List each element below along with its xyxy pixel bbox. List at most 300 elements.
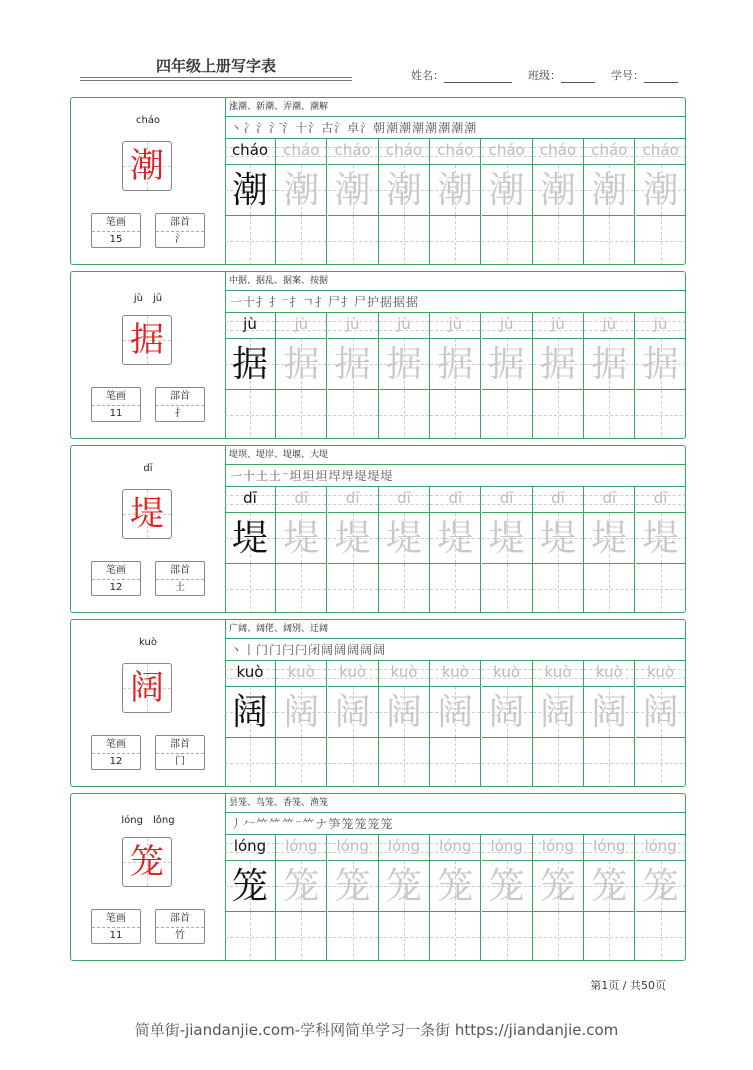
practice-pinyin: kuò	[339, 663, 367, 681]
writing-cell[interactable]	[636, 687, 686, 738]
trace-char: 笼	[334, 866, 371, 907]
practice-grid	[225, 98, 686, 264]
stroke-count-value: 12	[109, 756, 123, 767]
practice-pinyin: cháo	[231, 141, 269, 159]
pinyin-cell[interactable]	[636, 661, 686, 687]
practice-pinyin: dī	[294, 489, 309, 507]
radical-box	[155, 213, 205, 248]
pinyin-cell[interactable]	[328, 835, 379, 861]
writing-cell[interactable]	[379, 165, 430, 216]
stroke-count-label: 笔画	[92, 910, 140, 928]
blank-writing-cell[interactable]	[430, 738, 481, 787]
practice-grid	[225, 620, 686, 786]
model-char: 据	[130, 320, 164, 360]
pinyin-cell[interactable]	[533, 835, 584, 861]
blank-writing-cell[interactable]	[276, 216, 327, 265]
writing-cell[interactable]	[533, 513, 584, 564]
practice-pinyin: lóng	[336, 837, 369, 855]
blank-writing-cell[interactable]	[636, 390, 686, 439]
practice-pinyin: cháo	[591, 141, 628, 159]
blank-writing-cell[interactable]	[533, 912, 584, 961]
writing-cell[interactable]	[328, 687, 379, 738]
pinyin-cell[interactable]	[225, 487, 276, 513]
trace-char: 潮	[437, 170, 474, 211]
blank-writing-cell[interactable]	[328, 912, 379, 961]
stroke-step: 笼	[367, 817, 381, 831]
practice-pinyin: cháo	[437, 141, 474, 159]
trace-char: 笼	[437, 866, 474, 907]
trace-char: 据	[231, 344, 268, 385]
blank-writing-cell[interactable]	[482, 564, 533, 613]
trace-char: 阔	[642, 692, 679, 733]
practice-pinyin: lóng	[387, 837, 421, 855]
practice-pinyin: dī	[653, 489, 668, 507]
stroke-step: 潮	[451, 121, 465, 135]
writing-cell[interactable]	[430, 513, 481, 564]
model-char: 潮	[130, 146, 164, 186]
name-label: 姓名：	[411, 69, 444, 82]
pinyin-cell[interactable]	[584, 487, 635, 513]
pinyin-cell[interactable]	[533, 487, 584, 513]
practice-grid	[225, 446, 686, 612]
pinyin-cell[interactable]	[482, 661, 533, 687]
practice-pinyin: dī	[243, 489, 257, 507]
stroke-step: 堤	[354, 469, 368, 483]
trace-char: 潮	[488, 170, 525, 211]
practice-pinyin: kuò	[595, 663, 623, 681]
writing-cell[interactable]	[584, 165, 635, 216]
stroke-step: 阔	[334, 643, 348, 657]
trace-char: 潮	[642, 170, 679, 211]
blank-writing-cell[interactable]	[584, 390, 635, 439]
practice-pinyin: dī	[499, 489, 514, 507]
example-words: 堤坝、堤岸、堤堰、大堤	[225, 446, 686, 465]
trace-char: 堤	[488, 518, 525, 559]
writing-cell[interactable]	[482, 513, 533, 564]
pinyin-cell[interactable]	[225, 835, 276, 861]
pinyin-cell[interactable]	[276, 661, 327, 687]
name-field[interactable]	[411, 67, 512, 83]
pinyin-cell[interactable]	[584, 661, 635, 687]
pinyin-cell[interactable]	[636, 313, 686, 339]
stroke-step: 门	[256, 643, 270, 657]
stroke-step: 丿	[230, 817, 244, 831]
stroke-step: 潮	[399, 121, 413, 135]
blank-writing-cell[interactable]	[584, 738, 635, 787]
blank-writing-cell[interactable]	[482, 738, 533, 787]
trace-char: 堤	[231, 518, 268, 559]
pinyin-cell[interactable]	[482, 313, 533, 339]
practice-pinyin: kuò	[287, 663, 315, 681]
model-char-box	[122, 663, 172, 713]
blank-writing-cell[interactable]	[328, 738, 379, 787]
pinyin-cell[interactable]	[379, 835, 430, 861]
student-id-label: 学号：	[611, 69, 644, 82]
trace-char: 堤	[642, 518, 679, 559]
stroke-count-box	[91, 909, 141, 944]
stroke-step: 笼	[341, 817, 355, 831]
pinyin-cell[interactable]	[328, 487, 379, 513]
stroke-step: 坦	[289, 469, 303, 483]
writing-cell[interactable]	[636, 513, 686, 564]
blank-writing-cell[interactable]	[430, 564, 481, 613]
writing-cell[interactable]	[276, 513, 327, 564]
practice-pinyin: cháo	[334, 141, 371, 159]
trace-char: 堤	[591, 518, 628, 559]
stroke-count-value: 12	[109, 582, 123, 593]
pinyin-cell[interactable]	[636, 139, 686, 165]
writing-cell[interactable]	[379, 861, 430, 912]
stroke-step: 一	[230, 469, 244, 483]
trace-char: 据	[437, 344, 474, 385]
practice-pinyin: dī	[397, 489, 411, 507]
stroke-step: 据	[393, 295, 407, 309]
pinyin-cell[interactable]	[379, 139, 430, 165]
class-field[interactable]	[528, 67, 595, 83]
stroke-step: 阔	[373, 643, 387, 657]
writing-cell[interactable]	[430, 165, 481, 216]
practice-pinyin: jù	[397, 315, 411, 333]
stroke-step: 土⁻	[269, 469, 290, 483]
writing-cell[interactable]	[276, 165, 327, 216]
writing-cell[interactable]	[533, 861, 584, 912]
writing-cell[interactable]	[430, 861, 481, 912]
trace-char: 据	[385, 344, 422, 385]
radical-value: 竹	[175, 930, 185, 941]
blank-writing-cell[interactable]	[482, 216, 533, 265]
blank-writing-cell[interactable]	[482, 912, 533, 961]
blank-writing-cell[interactable]	[379, 738, 430, 787]
practice-pinyin: jù	[602, 315, 617, 333]
trace-char: 据	[642, 344, 679, 385]
radical-label: 部首	[156, 388, 204, 406]
writing-cell[interactable]	[328, 165, 379, 216]
pinyin-cell[interactable]	[482, 835, 533, 861]
writing-cell[interactable]	[482, 687, 533, 738]
practice-pinyin: kuò	[544, 663, 572, 681]
blank-writing-cell[interactable]	[636, 738, 686, 787]
blank-writing-cell[interactable]	[636, 912, 686, 961]
trace-char: 堤	[385, 518, 422, 559]
pinyin-cell[interactable]	[533, 661, 584, 687]
trace-char: 笼	[283, 866, 320, 907]
stroke-step: 潮	[425, 121, 439, 135]
title-underline-1	[80, 77, 352, 78]
writing-cell[interactable]	[328, 513, 379, 564]
char-pinyin: dī	[143, 463, 153, 474]
stroke-step: ⺮⁻	[282, 817, 303, 831]
blank-writing-cell[interactable]	[584, 912, 635, 961]
model-char-box	[122, 489, 172, 539]
pinyin-cell[interactable]	[328, 139, 379, 165]
blank-writing-cell[interactable]	[379, 564, 430, 613]
stroke-count-box	[91, 735, 141, 770]
writing-cell[interactable]	[533, 339, 584, 390]
stroke-step: 𠂉	[243, 817, 257, 831]
writing-cell[interactable]	[584, 339, 635, 390]
char-card	[70, 445, 686, 613]
writing-cell[interactable]	[276, 687, 327, 738]
stroke-order	[225, 639, 686, 661]
practice-pinyin: lóng	[541, 837, 575, 855]
blank-writing-cell[interactable]	[636, 216, 686, 265]
writing-cell[interactable]	[636, 165, 686, 216]
trace-char: 笼	[591, 866, 628, 907]
pinyin-cell[interactable]	[636, 487, 686, 513]
writing-cell[interactable]	[276, 861, 327, 912]
pinyin-cell[interactable]	[328, 313, 379, 339]
stroke-step: 门	[269, 643, 283, 657]
writing-cell[interactable]	[225, 687, 276, 738]
blank-writing-cell[interactable]	[379, 390, 430, 439]
writing-cell[interactable]	[328, 861, 379, 912]
stroke-step: 阔	[347, 643, 361, 657]
stroke-step: 闩	[282, 643, 296, 657]
blank-writing-cell[interactable]	[584, 216, 635, 265]
practice-pinyin: lóng	[490, 837, 523, 855]
blank-writing-cell[interactable]	[533, 390, 584, 439]
trace-char: 笼	[385, 866, 422, 907]
blank-writing-cell[interactable]	[276, 738, 327, 787]
pinyin-cell[interactable]	[584, 139, 635, 165]
stroke-count-value: 15	[109, 234, 123, 245]
pinyin-cell[interactable]	[533, 139, 584, 165]
trace-char: 阔	[385, 692, 422, 733]
writing-cell[interactable]	[276, 339, 327, 390]
trace-char: 阔	[231, 692, 268, 733]
stroke-step: ⺮ナ	[302, 817, 329, 831]
stroke-step: 土	[256, 469, 270, 483]
stroke-count-box	[91, 213, 141, 248]
pinyin-cell[interactable]	[430, 139, 481, 165]
stroke-count-box	[91, 561, 141, 596]
title-underline-2	[80, 80, 352, 81]
writing-cell[interactable]	[225, 861, 276, 912]
pinyin-cell[interactable]	[225, 313, 276, 339]
stroke-count-label: 笔画	[92, 562, 140, 580]
radical-box	[155, 735, 205, 770]
char-card	[70, 619, 686, 787]
stroke-step: 垾	[328, 469, 342, 483]
trace-char: 堤	[539, 518, 576, 559]
blank-writing-cell[interactable]	[584, 564, 635, 613]
practice-pinyin: kuò	[236, 663, 264, 681]
stroke-step: 扌ㄱ	[289, 295, 315, 309]
writing-cell[interactable]	[482, 339, 533, 390]
blank-writing-cell[interactable]	[276, 564, 327, 613]
writing-cell[interactable]	[379, 513, 430, 564]
blank-writing-cell[interactable]	[225, 390, 276, 439]
trace-char: 潮	[231, 170, 268, 211]
stroke-step: 冫	[243, 121, 257, 135]
stroke-step: 坦	[315, 469, 329, 483]
blank-writing-cell[interactable]	[225, 216, 276, 265]
trace-char: 潮	[385, 170, 422, 211]
trace-char: 笼	[539, 866, 576, 907]
char-info-panel	[71, 446, 226, 612]
stroke-step: 扌尸	[341, 295, 368, 309]
writing-cell[interactable]	[533, 165, 584, 216]
example-words: 昙笼、鸟笼、香笼、渔笼	[225, 794, 686, 813]
stroke-step: 氵朝	[360, 121, 387, 135]
pinyin-cell[interactable]	[430, 835, 481, 861]
pinyin-cell[interactable]	[430, 313, 481, 339]
practice-pinyin: jù	[243, 315, 257, 333]
practice-pinyin: kuò	[493, 663, 521, 681]
writing-cell[interactable]	[482, 165, 533, 216]
practice-grid	[225, 272, 686, 438]
practice-pinyin: cháo	[642, 141, 679, 159]
stroke-step: 扌	[256, 295, 270, 309]
trace-char: 堤	[437, 518, 474, 559]
stroke-count-label: 笔画	[92, 388, 140, 406]
radical-box	[155, 909, 205, 944]
writing-cell[interactable]	[636, 861, 686, 912]
writing-cell[interactable]	[636, 339, 686, 390]
writing-cell[interactable]	[482, 861, 533, 912]
writing-cell[interactable]	[584, 861, 635, 912]
radical-value: 氵	[175, 234, 185, 245]
pinyin-cell[interactable]	[276, 139, 327, 165]
stroke-step: 据	[380, 295, 394, 309]
radical-value: 土	[175, 582, 185, 593]
pinyin-cell[interactable]	[379, 313, 430, 339]
trace-char: 潮	[539, 170, 576, 211]
trace-char: 阔	[539, 692, 576, 733]
blank-writing-cell[interactable]	[533, 564, 584, 613]
practice-pinyin: kuò	[390, 663, 418, 681]
blank-writing-cell[interactable]	[430, 390, 481, 439]
char-card	[70, 97, 686, 265]
stroke-step: 潮	[438, 121, 452, 135]
example-words: 中据、据乱、据案、按据	[225, 272, 686, 291]
practice-pinyin: lóng	[439, 837, 472, 855]
pinyin-cell[interactable]	[584, 835, 635, 861]
pinyin-cell[interactable]	[379, 661, 430, 687]
pinyin-cell[interactable]	[276, 487, 327, 513]
pinyin-cell[interactable]	[430, 487, 481, 513]
blank-writing-cell[interactable]	[328, 564, 379, 613]
practice-pinyin: jù	[551, 315, 565, 333]
pinyin-cell[interactable]	[482, 487, 533, 513]
blank-writing-cell[interactable]	[379, 216, 430, 265]
writing-cell[interactable]	[430, 339, 481, 390]
writing-cell[interactable]	[584, 687, 635, 738]
trace-char: 堤	[283, 518, 320, 559]
writing-cell[interactable]	[225, 165, 276, 216]
pinyin-cell[interactable]	[584, 313, 635, 339]
writing-cell[interactable]	[379, 339, 430, 390]
stroke-step: 闩	[295, 643, 309, 657]
class-label: 班级：	[528, 69, 561, 82]
writing-cell[interactable]	[533, 687, 584, 738]
stroke-step: 阔	[321, 643, 335, 657]
stroke-count-box	[91, 387, 141, 422]
blank-writing-cell[interactable]	[276, 390, 327, 439]
char-pinyin: kuò	[139, 637, 157, 648]
char-pinyin: jù jū	[133, 293, 163, 304]
pinyin-cell[interactable]	[225, 661, 276, 687]
stroke-step: 扌尸	[314, 295, 341, 309]
stroke-step: 潮	[464, 121, 478, 135]
blank-writing-cell[interactable]	[533, 738, 584, 787]
practice-pinyin: kuò	[647, 663, 675, 681]
practice-pinyin: cháo	[283, 141, 320, 159]
writing-cell[interactable]	[584, 513, 635, 564]
pinyin-cell[interactable]	[533, 313, 584, 339]
stroke-step: 丶	[230, 643, 244, 657]
practice-pinyin: lóng	[593, 837, 626, 855]
pinyin-cell[interactable]	[276, 835, 327, 861]
radical-box	[155, 561, 205, 596]
practice-pinyin: lóng	[233, 837, 267, 855]
trace-char: 笼	[642, 866, 679, 907]
char-info-panel	[71, 272, 226, 438]
blank-writing-cell[interactable]	[636, 564, 686, 613]
blank-writing-cell[interactable]	[430, 912, 481, 961]
stroke-step: 丶	[230, 121, 244, 135]
pinyin-cell[interactable]	[225, 139, 276, 165]
writing-cell[interactable]	[379, 687, 430, 738]
practice-pinyin: dī	[448, 489, 463, 507]
stroke-step: 笼	[354, 817, 368, 831]
blank-writing-cell[interactable]	[225, 738, 276, 787]
stroke-order	[225, 117, 686, 139]
practice-pinyin: cháo	[539, 141, 577, 159]
writing-cell[interactable]	[328, 339, 379, 390]
trace-char: 据	[488, 344, 525, 385]
blank-writing-cell[interactable]	[225, 912, 276, 961]
radical-box	[155, 387, 205, 422]
radical-label: 部首	[156, 562, 204, 580]
practice-pinyin: jù	[345, 315, 360, 333]
stroke-step: 氵	[256, 121, 270, 135]
trace-char: 笼	[488, 866, 525, 907]
pinyin-cell[interactable]	[276, 313, 327, 339]
student-id-field[interactable]	[611, 67, 678, 83]
pinyin-cell[interactable]	[482, 139, 533, 165]
pinyin-cell[interactable]	[430, 661, 481, 687]
writing-cell[interactable]	[225, 339, 276, 390]
writing-cell[interactable]	[225, 513, 276, 564]
page-number: 第1页 / 共50页	[590, 979, 666, 992]
stroke-step: 氵古	[308, 121, 335, 135]
radical-label: 部首	[156, 910, 204, 928]
blank-writing-cell[interactable]	[225, 564, 276, 613]
blank-writing-cell[interactable]	[276, 912, 327, 961]
blank-writing-cell[interactable]	[328, 390, 379, 439]
writing-cell[interactable]	[430, 687, 481, 738]
stroke-step: 氵卓	[334, 121, 361, 135]
trace-char: 阔	[437, 692, 474, 733]
stroke-step: 垾	[341, 469, 355, 483]
char-card	[70, 793, 686, 961]
page-title: 四年级上册写字表	[155, 57, 276, 75]
stroke-step: 据	[406, 295, 420, 309]
stroke-step: 十	[243, 295, 257, 309]
blank-writing-cell[interactable]	[482, 390, 533, 439]
stroke-step: 阔	[360, 643, 374, 657]
pinyin-cell[interactable]	[379, 487, 430, 513]
blank-writing-cell[interactable]	[328, 216, 379, 265]
blank-writing-cell[interactable]	[430, 216, 481, 265]
char-pinyin: lóng lǒng	[121, 815, 175, 826]
pinyin-cell[interactable]	[328, 661, 379, 687]
pinyin-cell[interactable]	[636, 835, 686, 861]
stroke-step: ⺮	[256, 817, 270, 831]
blank-writing-cell[interactable]	[379, 912, 430, 961]
blank-writing-cell[interactable]	[533, 216, 584, 265]
